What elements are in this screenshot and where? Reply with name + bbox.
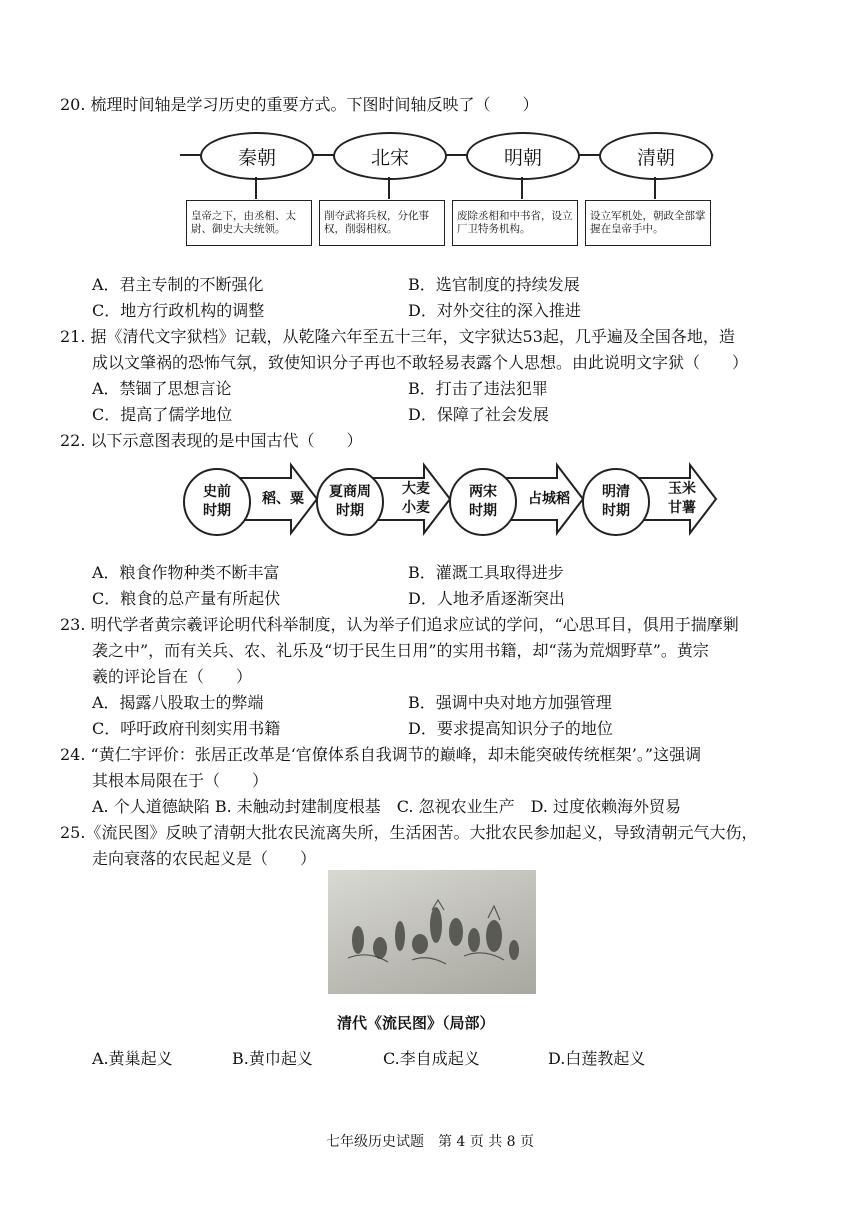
dynasty-qing: 清朝 <box>599 132 713 180</box>
q22-option-d[interactable]: D．人地矛盾逐渐突出 <box>408 589 565 608</box>
q25-option-a[interactable]: A.黄巢起义 <box>92 1049 173 1068</box>
q21-stem-line2: 成以文肇祸的恐怖气氛，致使知识分子再也不敢轻易表露个人思想。由此说明文字狱（ ） <box>92 353 749 372</box>
q21-stem-line1: 21. 据《清代文字狱档》记载，从乾隆六年至五十三年，文字狱达53起，几乎遍及全国各地，造 <box>60 327 735 346</box>
q24-stem-line1: 24. “黄仁宇评价：张居正改革是‘官僚体系自我调节的巅峰，却未能突破传统框架’。”这强调 <box>60 745 702 764</box>
q23-option-a[interactable]: A．揭露八股取士的弊端 <box>92 693 264 712</box>
q22-stem: 22. 以下示意图表现的是中国古代（ ） <box>60 431 363 450</box>
q23-option-c[interactable]: C．呼吁政府刊刻实用书籍 <box>92 719 281 738</box>
dynasty-ming: 明朝 <box>466 132 580 180</box>
q20-timeline-diagram <box>180 130 720 255</box>
timeline-connector <box>654 177 656 199</box>
crops-ming-qing: 玉米 甘薯 <box>668 481 696 516</box>
refugee-painting-image <box>328 870 536 994</box>
q25-option-c[interactable]: C.李自成起义 <box>383 1049 480 1068</box>
q22-option-b[interactable]: B．灌溉工具取得进步 <box>408 563 564 582</box>
crops-prehistoric: 稻、粟 <box>262 491 304 507</box>
q22-crop-flow-diagram <box>183 462 713 537</box>
crops-xia-shang-zhou: 大麦 小麦 <box>402 481 430 516</box>
crops-song: 占城稻 <box>528 491 570 507</box>
q25-stem-line1: 25.《流民图》反映了清朝大批农民流离失所，生活困苦。大批农民参加起义，导致清朝元气大伤， <box>60 823 758 842</box>
timeline-connector <box>521 177 523 199</box>
q21-option-c[interactable]: C．提高了儒学地位 <box>92 405 233 424</box>
q23-option-b[interactable]: B．强调中央对地方加强管理 <box>408 693 612 712</box>
timeline-connector <box>388 177 390 199</box>
q20-option-a[interactable]: A．君主专制的不断强化 <box>92 275 264 294</box>
page-footer: 七年级历史试题 第 4 页 共 8 页 <box>325 1134 535 1150</box>
q23-stem-line3: 羲的评论旨在（ ） <box>92 667 253 686</box>
q20-stem: 20. 梳理时间轴是学习历史的重要方式。下图时间轴反映了（ ） <box>60 95 539 114</box>
q24-stem-line2: 其根本局限在于（ ） <box>92 771 269 790</box>
period-ming-qing: 明清 时期 <box>582 468 650 536</box>
period-xia-shang-zhou: 夏商周 时期 <box>316 468 384 536</box>
q23-stem-line2: 袭之中”，而有关兵、农、礼乐及“切于民生日用”的实用书籍，却“荡为荒烟野草”。黄宗 <box>92 641 709 660</box>
dynasty-northern-song: 北宋 <box>333 132 447 180</box>
q22-option-a[interactable]: A．粮食作物种类不断丰富 <box>92 563 280 582</box>
q20-option-b[interactable]: B．选官制度的持续发展 <box>408 275 580 294</box>
q20-option-c[interactable]: C．地方行政机构的调整 <box>92 301 265 320</box>
timeline-connector <box>255 177 257 199</box>
q23-stem-line1: 23. 明代学者黄宗羲评论明代科举制度，认为举子们追求应试的学问，“心思耳目，俱用于揣摩剿 <box>60 615 739 634</box>
q25-option-d[interactable]: D.白莲教起义 <box>548 1049 646 1068</box>
period-song: 两宋 时期 <box>449 468 517 536</box>
q21-option-a[interactable]: A．禁锢了思想言论 <box>92 379 232 398</box>
q25-stem-line2: 走向衰落的农民起义是（ ） <box>92 849 317 868</box>
desc-northern-song: 削夺武将兵权，分化事权，削弱相权。 <box>319 200 445 246</box>
q20-option-d[interactable]: D．对外交往的深入推进 <box>408 301 581 320</box>
q23-option-d[interactable]: D．要求提高知识分子的地位 <box>408 719 613 738</box>
dynasty-qin: 秦朝 <box>200 132 314 180</box>
q21-option-b[interactable]: B．打击了违法犯罪 <box>408 379 548 398</box>
painting-caption: 清代《流民图》（局部） <box>337 1014 495 1032</box>
desc-ming: 废除丞相和中书省，设立厂卫特务机构。 <box>452 200 578 246</box>
desc-qin: 皇帝之下，由丞相、太尉、御史大夫统领。 <box>186 200 312 246</box>
q21-option-d[interactable]: D．保障了社会发展 <box>408 405 549 424</box>
desc-qing: 设立军机处，朝政全部掌握在皇帝手中。 <box>585 200 711 246</box>
q24-options[interactable]: A. 个人道德缺陷 B. 未触动封建制度根基 C. 忽视农业生产 D. 过度依赖海外贸易 <box>92 797 682 816</box>
q25-option-b[interactable]: B.黄巾起义 <box>232 1049 313 1068</box>
q22-option-c[interactable]: C．粮食的总产量有所起伏 <box>92 589 281 608</box>
period-prehistoric: 史前 时期 <box>183 468 251 536</box>
